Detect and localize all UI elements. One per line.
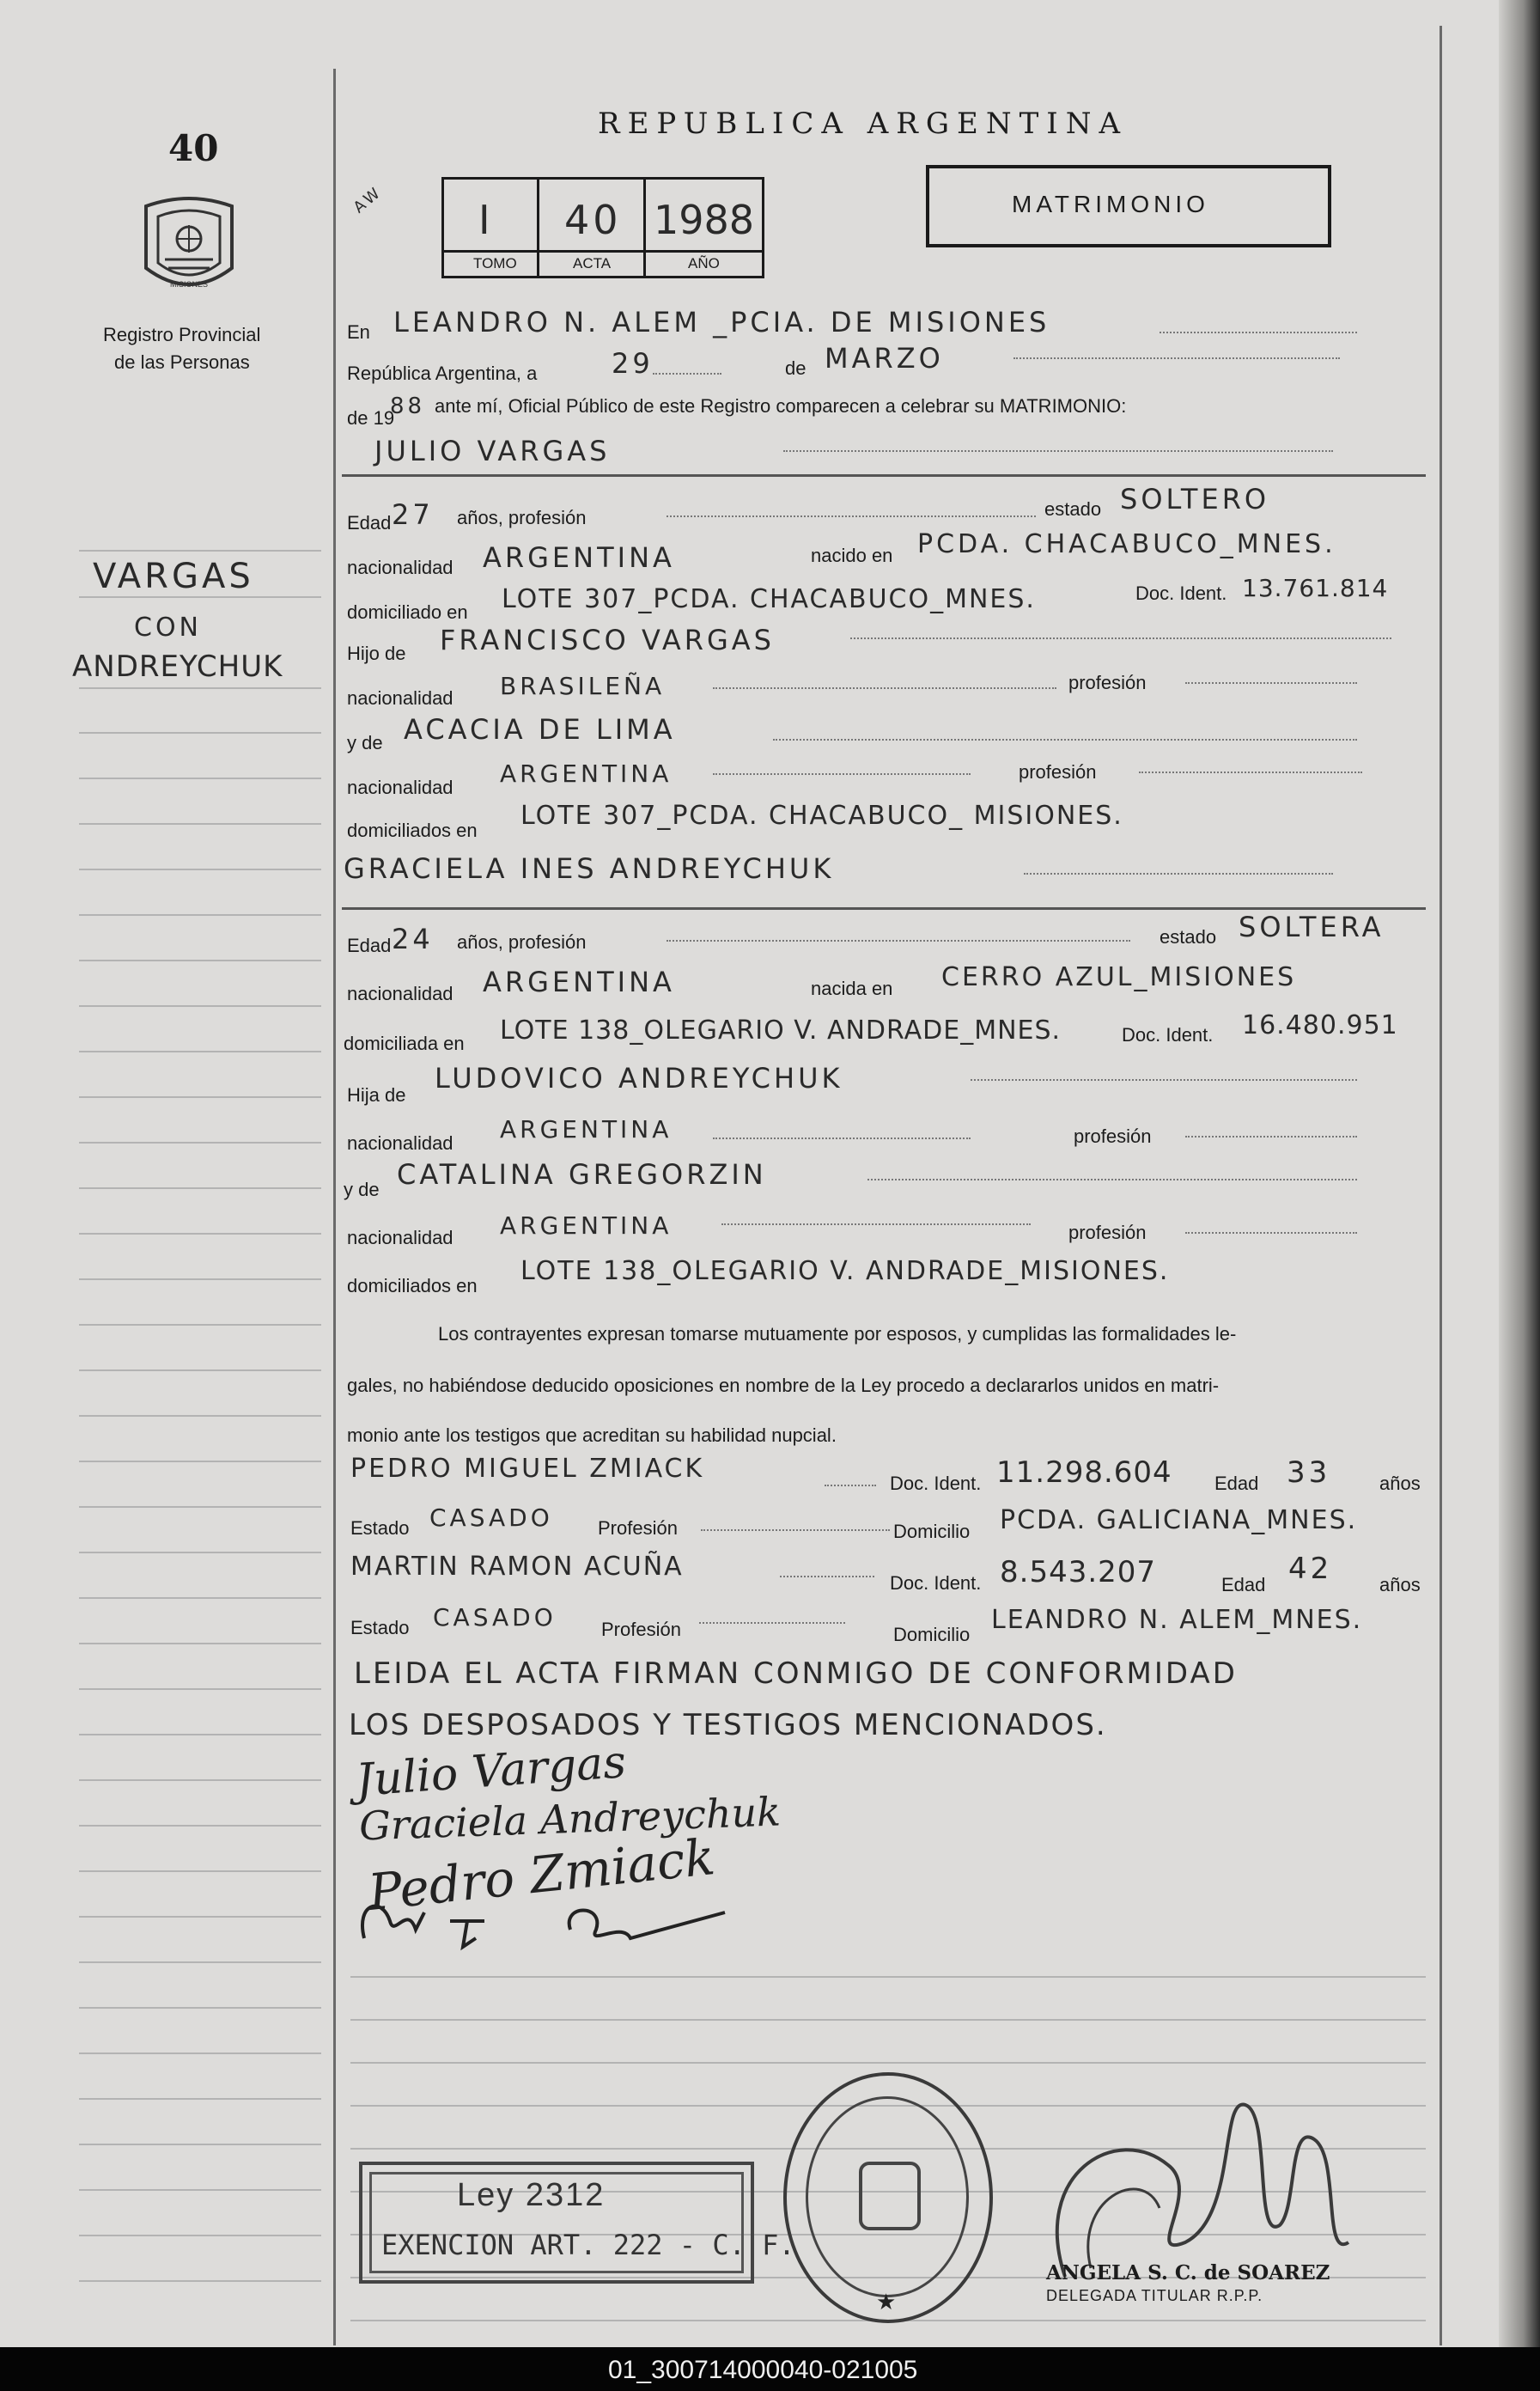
witness1-estado-label: Estado	[350, 1517, 410, 1539]
month: MARZO	[825, 342, 944, 375]
bride-born-label: nacida en	[811, 978, 893, 999]
witness2-doc: 8.543.207	[1000, 1555, 1157, 1589]
bride-nac-label: nacionalidad	[347, 983, 453, 1004]
declaration-line2: gales, no habiéndose deducido oposiciones en nombre de la Ley procedo a declararlos unidos en matri-	[347, 1375, 1220, 1396]
bride-born: CERRO AZUL_MISIONES	[941, 962, 1297, 992]
witness1-prof-label: Profesión	[598, 1517, 678, 1539]
groom-mother-nac-label: nacionalidad	[347, 777, 453, 798]
misiones-emblem-icon	[139, 191, 239, 302]
witness2-edad-label: Edad	[1221, 1574, 1266, 1595]
margin-name-line1: VARGAS	[93, 557, 254, 596]
witness2-estado-label: Estado	[350, 1617, 410, 1638]
law-stamp	[359, 2162, 795, 2284]
witness1-age: 33	[1287, 1455, 1331, 1490]
groom-mother-nat: ARGENTINA	[500, 759, 673, 788]
groom-dom-label: domiciliado en	[347, 601, 468, 623]
margin-name-line2: CON	[134, 613, 203, 643]
signature-3: Pedro Zmiack	[365, 1827, 718, 1922]
groom-divider	[342, 474, 1426, 477]
margin-note: AW	[350, 182, 387, 217]
groom-nac-label: nacionalidad	[347, 557, 453, 578]
day: 29	[612, 347, 654, 380]
bride-parents-dom-label: domiciliados en	[347, 1275, 478, 1296]
witness1-anos-label: años	[1379, 1473, 1421, 1494]
law-stamp-line2: EXENCION ART. 222 - C. F.	[381, 2229, 795, 2261]
bride-father-prof-label: profesión	[1074, 1125, 1152, 1147]
bride-doc: 16.480.951	[1242, 1010, 1398, 1040]
page-number: 40	[168, 127, 219, 169]
margin-rule	[333, 69, 336, 2345]
bride-prof-label: años, profesión	[457, 931, 587, 953]
declaration-line3: monio ante los testigos que acreditan su habilidad nupcial.	[347, 1424, 837, 1446]
closing-line2: LOS DESPOSADOS Y TESTIGOS MENCIONADOS.	[349, 1708, 1107, 1742]
bride-estado: SOLTERA	[1239, 911, 1385, 943]
witness1-doc: 11.298.604	[996, 1455, 1172, 1490]
groom-yde-label: y de	[347, 732, 383, 753]
registry-seal	[783, 2072, 993, 2323]
page-edge	[1499, 0, 1540, 2347]
witness1-estado: CASADO	[429, 1504, 553, 1532]
bride-doc-label: Doc. Ident.	[1122, 1024, 1214, 1046]
footer-id: 01_300714000040-021005	[608, 2356, 918, 2384]
groom-name: JULIO VARGAS	[374, 435, 611, 467]
right-border-rule	[1440, 26, 1442, 2345]
bride-divider	[342, 907, 1426, 910]
bride-mother-prof-label: profesión	[1068, 1222, 1147, 1243]
bride-parents-dom: LOTE 138_OLEGARIO V. ANDRADE_MISIONES.	[520, 1256, 1170, 1286]
witness1-domicile: PCDA. GALICIANA_MNES.	[1000, 1505, 1358, 1535]
signature-4	[347, 1887, 776, 1955]
groom-born: PCDA. CHACABUCO_MNES.	[917, 529, 1336, 559]
margin-name-line3: ANDREYCHUK	[72, 650, 283, 684]
bride-mother-nac-label: nacionalidad	[347, 1227, 453, 1248]
bride-name: GRACIELA INES ANDREYCHUK	[344, 852, 835, 885]
act-type: MATRIMONIO	[1012, 191, 1209, 217]
appear-text: ante mí, Oficial Público de este Registro comparecen a celebrar su MATRIMONIO:	[435, 395, 1127, 417]
groom-born-label: nacido en	[811, 545, 893, 566]
witness2-prof-label: Profesión	[601, 1619, 681, 1640]
bride-estado-label: estado	[1160, 926, 1217, 948]
groom-age: 27	[392, 498, 434, 531]
groom-mother-prof-label: profesión	[1019, 761, 1097, 783]
bride-mother: CATALINA GREGORZIN	[397, 1158, 767, 1191]
witness2-anos-label: años	[1379, 1574, 1421, 1595]
tomo-label: TOMO	[473, 255, 517, 271]
witness2-doc-label: Doc. Ident.	[890, 1572, 982, 1594]
witness2-age: 42	[1288, 1552, 1333, 1586]
signature-2: Graciela Andreychuk	[358, 1788, 782, 1850]
witness2-estado: CASADO	[433, 1603, 557, 1632]
groom-doc-label: Doc. Ident.	[1135, 583, 1227, 604]
groom-father: FRANCISCO VARGAS	[440, 624, 775, 656]
registry-line1: Registro Provincial	[103, 324, 261, 345]
ano-value: 1988	[654, 197, 755, 243]
place: LEANDRO N. ALEM _PCIA. DE MISIONES	[393, 306, 1050, 339]
groom-estado-label: estado	[1044, 498, 1102, 520]
bride-dom-label: domiciliada en	[344, 1033, 465, 1054]
declaration-line1: Los contrayentes expresan tomarse mutuamente por esposos, y cumplidas las formalidades le-	[438, 1323, 1237, 1345]
star-icon: ★	[876, 2289, 897, 2315]
witness2-domicile: LEANDRO N. ALEM_MNES.	[991, 1605, 1363, 1635]
de-label: de	[785, 357, 807, 379]
witness2-name: MARTIN RAMON ACUÑA	[350, 1552, 684, 1582]
act-id-box	[441, 177, 764, 278]
official-signature	[1013, 2071, 1374, 2294]
groom-prof-label: años, profesión	[457, 507, 587, 528]
witness1-edad-label: Edad	[1214, 1473, 1259, 1494]
bride-father: LUDOVICO ANDREYCHUK	[435, 1062, 843, 1095]
bride-nationality: ARGENTINA	[483, 966, 675, 998]
groom-father-prof-label: profesión	[1068, 672, 1147, 693]
year-suffix: 88	[390, 393, 426, 419]
groom-mother: ACACIA DE LIMA	[404, 713, 676, 746]
country-title: REPUBLICA ARGENTINA	[598, 107, 1129, 141]
groom-father-nac-label: nacionalidad	[347, 687, 453, 709]
tomo-value: I	[478, 197, 494, 243]
groom-parents-dom: LOTE 307_PCDA. CHACABUCO_ MISIONES.	[520, 801, 1123, 831]
bride-father-nat: ARGENTINA	[500, 1115, 673, 1144]
witness1-doc-label: Doc. Ident.	[890, 1473, 982, 1494]
bride-domicile: LOTE 138_OLEGARIO V. ANDRADE_MNES.	[500, 1016, 1062, 1046]
acta-value: 40	[564, 197, 622, 243]
groom-estado: SOLTERO	[1120, 483, 1270, 515]
groom-nationality: ARGENTINA	[483, 541, 675, 574]
groom-hijo-label: Hijo de	[347, 643, 406, 664]
official-title: DELEGADA TITULAR R.P.P.	[1046, 2287, 1263, 2304]
closing-line1: LEIDA EL ACTA FIRMAN CONMIGO DE CONFORMIDAD	[354, 1656, 1238, 1691]
bride-age: 24	[392, 923, 434, 955]
signature-1: Julio Vargas	[354, 1736, 628, 1807]
bride-father-nac-label: nacionalidad	[347, 1132, 453, 1154]
official-name: ANGELA S. C. de SOAREZ	[1046, 2261, 1330, 2284]
bride-hija-label: Hija de	[347, 1084, 406, 1106]
seal-emblem-icon	[859, 2162, 921, 2230]
witness1-dom-label: Domicilio	[893, 1521, 971, 1542]
groom-domicile: LOTE 307_PCDA. CHACABUCO_MNES.	[502, 584, 1036, 614]
act-type-box	[926, 165, 1331, 247]
groom-father-nat: BRASILEÑA	[500, 672, 666, 700]
year-prefix: de 19	[347, 407, 395, 429]
groom-parents-dom-label: domiciliados en	[347, 820, 478, 841]
law-stamp-line1: Ley 2312	[457, 2177, 606, 2213]
emblem-text: MISIONES	[170, 280, 209, 289]
groom-edad-label: Edad	[347, 512, 392, 534]
en-label: En	[347, 321, 370, 343]
groom-doc: 13.761.814	[1242, 574, 1389, 602]
witness2-dom-label: Domicilio	[893, 1624, 971, 1645]
registry-line2: de las Personas	[114, 351, 250, 373]
republic-label: República Argentina, a	[347, 363, 538, 384]
bride-mother-nat: ARGENTINA	[500, 1211, 673, 1240]
acta-label: ACTA	[573, 255, 612, 271]
bride-edad-label: Edad	[347, 935, 392, 956]
witness1-name: PEDRO MIGUEL ZMIACK	[350, 1454, 705, 1484]
ano-label: AÑO	[688, 255, 720, 271]
bride-yde-label: y de	[344, 1179, 380, 1200]
